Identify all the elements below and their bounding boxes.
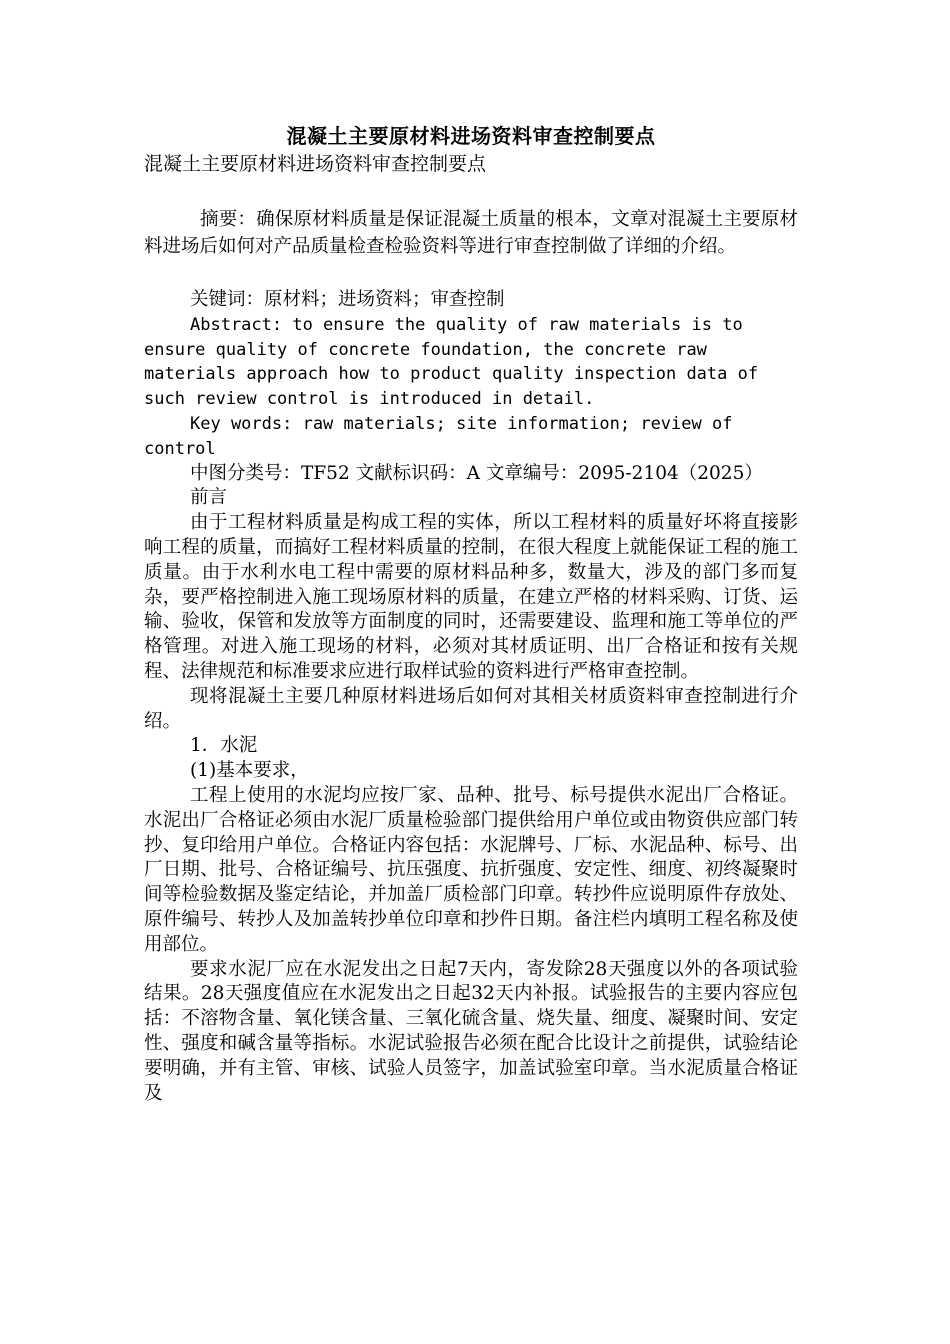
document-title: 混凝土主要原材料进场资料审查控制要点 <box>286 124 656 148</box>
section-paragraph-2: 要求水泥厂应在水泥发出之日起7天内，寄发除28天强度以外的各项试验结果。28天强度值应在水泥发出之日起32天内补报。试验报告的主要内容应包括：不溶物含量、氧化镁含量、三氧化硫含量、烧失量、细度、凝聚时间、安定性、强度和碱含量等指标。水泥试验报告必须在配合比设计之前提供，试验结论要明确，并有主管、审核、试验人员签字，加盖试验室印章。当水泥质量合格证及 <box>144 958 798 1104</box>
document-body <box>144 122 798 1106</box>
keywords-chinese: 关键词：原材料；进场资料；审查控制 <box>190 289 505 310</box>
abstract-english: Abstract: to ensure the quality of raw materials is to ensure quality of concrete foundation, the concrete raw materials approach how to product quality inspection data of such review control is introduced in detail. <box>144 314 759 410</box>
abstract-chinese: 摘要：确保原材料质量是保证混凝土质量的根本，文章对混凝土主要原材料进场后如何对产品质量检查检验资料等进行审查控制做了详细的介绍。 <box>144 209 798 257</box>
preface-paragraph-1: 由于工程材料质量是构成工程的实体，所以工程材料的质量好坏将直接影响工程的质量，而搞好工程材料质量的控制，在很大程度上就能保证工程的施工质量。由于水利水电工程中需要的原材料品种多，数量大，涉及的部门多而复杂，要严格控制进入施工现场原材料的质量，在建立严格的材料采购、订货、运输、验收，保管和发放等方面制度的同时，还需要建设、监理和施工等单位的严格管理。对进入施工现场的材料，必须对其材质证明、出厂合格证和按有关规程、法律规范和标准要求应进行取样试验的资料进行严格审查控制。 <box>144 512 798 682</box>
section-heading-cement: 1．水泥 <box>190 735 258 757</box>
section-paragraph-1: 工程上使用的水泥均应按厂家、品种、批号、标号提供水泥出厂合格证。水泥出厂合格证必须由水泥厂质量检验部门提供给用户单位或由物资供应部门转抄、复印给用户单位。合格证内容包括：水泥牌号、厂标、水泥品种、标号、出厂日期、批号、合格证编号、抗压强度、抗折强度、安定性、细度、初终凝聚时间等检验数据及鉴定结论，并加盖厂质检部门印章。转抄件应说明原件存放处、原件编号、转抄人及加盖转抄单位印章和抄件日期。备注栏内填明工程名称及使用部位。 <box>144 784 798 955</box>
preface-heading: 前言 <box>190 487 228 509</box>
document-subtitle: 混凝土主要原材料进场资料审查控制要点 <box>144 153 487 175</box>
preface-paragraph-2: 现将混凝土主要几种原材料进场后如何对其相关材质资料审查控制进行介绍。 <box>144 685 798 732</box>
classification-line: 中图分类号：TF52 文献标识码：A 文章编号：2095-2104（2025） <box>190 462 763 484</box>
section-subheading-requirements: (1)基本要求， <box>190 760 309 782</box>
keywords-english: Key words: raw materials; site information; review of control <box>144 413 733 459</box>
